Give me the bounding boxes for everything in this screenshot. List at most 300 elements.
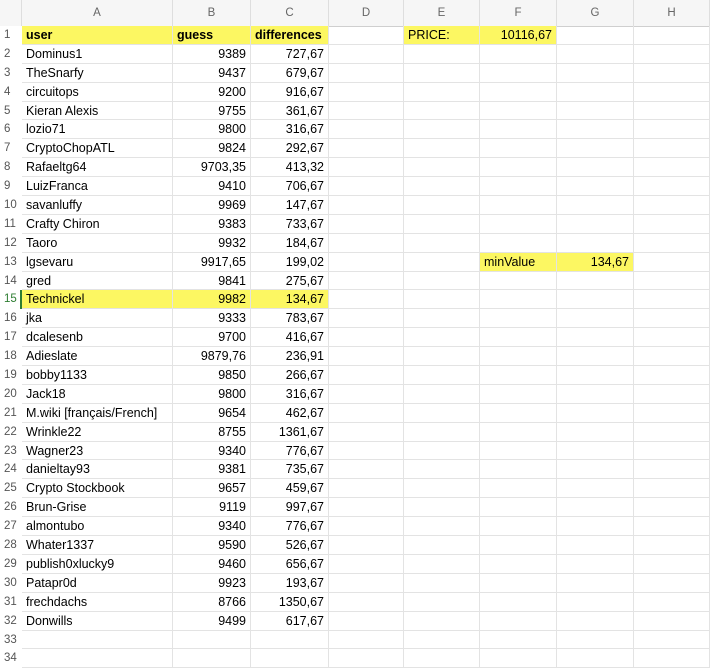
row-number[interactable]: 19 xyxy=(0,366,22,385)
cell-empty[interactable] xyxy=(404,404,480,423)
cell-empty[interactable] xyxy=(329,215,404,234)
cell-empty[interactable] xyxy=(480,309,557,328)
cell-empty[interactable] xyxy=(480,196,557,215)
cell-empty[interactable] xyxy=(404,555,480,574)
cell-difference[interactable]: 727,67 xyxy=(251,45,329,64)
row-number[interactable]: 3 xyxy=(0,64,22,83)
cell-difference[interactable]: 617,67 xyxy=(251,612,329,631)
cell-empty[interactable] xyxy=(404,290,480,309)
cell-user[interactable]: jka xyxy=(22,309,173,328)
cell-empty[interactable] xyxy=(557,215,634,234)
cell-empty[interactable] xyxy=(557,158,634,177)
cell-empty[interactable] xyxy=(404,102,480,121)
cell-empty[interactable] xyxy=(634,479,710,498)
cell-empty[interactable] xyxy=(404,196,480,215)
cell-difference[interactable]: 134,67 xyxy=(251,290,329,309)
cell-empty[interactable] xyxy=(480,120,557,139)
cell-empty[interactable] xyxy=(557,460,634,479)
cell-empty[interactable] xyxy=(480,479,557,498)
cell-empty[interactable] xyxy=(557,83,634,102)
cell-min-label[interactable]: minValue xyxy=(480,253,557,272)
cell-empty[interactable] xyxy=(404,649,480,668)
cell-empty[interactable] xyxy=(329,517,404,536)
cell-empty[interactable] xyxy=(480,555,557,574)
cell-empty[interactable] xyxy=(557,45,634,64)
cell-empty[interactable] xyxy=(404,309,480,328)
cell-user[interactable]: danieltay93 xyxy=(22,460,173,479)
cell-empty[interactable] xyxy=(404,442,480,461)
cell-difference[interactable]: 462,67 xyxy=(251,404,329,423)
row-number[interactable]: 15 xyxy=(0,290,22,309)
cell-empty[interactable] xyxy=(634,460,710,479)
cell-empty[interactable] xyxy=(173,649,251,668)
cell-guess[interactable]: 9982 xyxy=(173,290,251,309)
cell-empty[interactable] xyxy=(480,574,557,593)
row-number[interactable]: 26 xyxy=(0,498,22,517)
column-header-e[interactable]: E xyxy=(404,0,480,26)
cell-empty[interactable] xyxy=(557,498,634,517)
cell-difference[interactable]: 184,67 xyxy=(251,234,329,253)
cell-empty[interactable] xyxy=(557,423,634,442)
cell-empty[interactable] xyxy=(480,139,557,158)
column-header-c[interactable]: C xyxy=(251,0,329,26)
cell-guess[interactable]: 9119 xyxy=(173,498,251,517)
cell-guess[interactable]: 9969 xyxy=(173,196,251,215)
cell-empty[interactable] xyxy=(480,158,557,177)
cell-empty[interactable] xyxy=(634,574,710,593)
cell-difference[interactable]: 413,32 xyxy=(251,158,329,177)
cell-empty[interactable] xyxy=(634,272,710,291)
cell-guess[interactable]: 9437 xyxy=(173,64,251,83)
cell-difference[interactable]: 459,67 xyxy=(251,479,329,498)
row-number[interactable]: 14 xyxy=(0,272,22,291)
cell-empty[interactable] xyxy=(404,234,480,253)
cell-guess[interactable]: 8766 xyxy=(173,593,251,612)
cell-empty[interactable] xyxy=(329,64,404,83)
cell-empty[interactable] xyxy=(634,196,710,215)
cell-empty[interactable] xyxy=(557,64,634,83)
cell-differences-header[interactable]: differences xyxy=(251,26,329,45)
cell-guess[interactable]: 9879,76 xyxy=(173,347,251,366)
cell-empty[interactable] xyxy=(480,83,557,102)
cell-user[interactable]: Taoro xyxy=(22,234,173,253)
cell-price-value[interactable]: 10116,67 xyxy=(480,26,557,45)
row-number[interactable]: 10 xyxy=(0,196,22,215)
cell-user[interactable]: LuizFranca xyxy=(22,177,173,196)
cell-empty[interactable] xyxy=(634,612,710,631)
cell-empty[interactable] xyxy=(329,366,404,385)
cell-empty[interactable] xyxy=(404,498,480,517)
cell-guess[interactable]: 9700 xyxy=(173,328,251,347)
cell-empty[interactable] xyxy=(634,290,710,309)
cell-difference[interactable]: 275,67 xyxy=(251,272,329,291)
cell-guess[interactable]: 9389 xyxy=(173,45,251,64)
cell-empty[interactable] xyxy=(404,479,480,498)
cell-user[interactable]: dcalesenb xyxy=(22,328,173,347)
row-number[interactable]: 5 xyxy=(0,102,22,121)
cell-empty[interactable] xyxy=(480,593,557,612)
cell-guess[interactable]: 9381 xyxy=(173,460,251,479)
cell-empty[interactable] xyxy=(480,385,557,404)
cell-empty[interactable] xyxy=(329,158,404,177)
column-header-f[interactable]: F xyxy=(480,0,557,26)
cell-guess[interactable]: 9340 xyxy=(173,517,251,536)
cell-empty[interactable] xyxy=(329,649,404,668)
cell-empty[interactable] xyxy=(557,120,634,139)
cell-empty[interactable] xyxy=(557,139,634,158)
cell-empty[interactable] xyxy=(404,45,480,64)
cell-difference[interactable]: 236,91 xyxy=(251,347,329,366)
cell-empty[interactable] xyxy=(251,631,329,650)
cell-empty[interactable] xyxy=(251,649,329,668)
cell-user[interactable]: Wagner23 xyxy=(22,442,173,461)
cell-empty[interactable] xyxy=(557,649,634,668)
row-number[interactable]: 25 xyxy=(0,479,22,498)
cell-empty[interactable] xyxy=(634,517,710,536)
cell-empty[interactable] xyxy=(480,215,557,234)
cell-empty[interactable] xyxy=(329,498,404,517)
cell-empty[interactable] xyxy=(557,272,634,291)
cell-difference[interactable]: 783,67 xyxy=(251,309,329,328)
cell-difference[interactable]: 316,67 xyxy=(251,120,329,139)
row-number[interactable]: 20 xyxy=(0,385,22,404)
cell-empty[interactable] xyxy=(634,649,710,668)
cell-empty[interactable] xyxy=(634,215,710,234)
row-number[interactable]: 30 xyxy=(0,574,22,593)
cell-difference[interactable]: 1361,67 xyxy=(251,423,329,442)
cell-empty[interactable] xyxy=(557,442,634,461)
row-number[interactable]: 16 xyxy=(0,309,22,328)
cell-empty[interactable] xyxy=(404,593,480,612)
row-number[interactable]: 24 xyxy=(0,460,22,479)
cell-user[interactable]: Patapr0d xyxy=(22,574,173,593)
cell-empty[interactable] xyxy=(634,102,710,121)
cell-empty[interactable] xyxy=(634,536,710,555)
column-header-a[interactable]: A xyxy=(22,0,173,26)
cell-user[interactable]: circuitops xyxy=(22,83,173,102)
cell-empty[interactable] xyxy=(329,631,404,650)
cell-empty[interactable] xyxy=(480,347,557,366)
row-number[interactable]: 28 xyxy=(0,536,22,555)
row-number[interactable]: 18 xyxy=(0,347,22,366)
cell-user[interactable]: Rafaeltg64 xyxy=(22,158,173,177)
row-number[interactable]: 13 xyxy=(0,253,22,272)
cell-empty[interactable] xyxy=(480,177,557,196)
cell-guess[interactable]: 9800 xyxy=(173,120,251,139)
cell-empty[interactable] xyxy=(480,536,557,555)
row-number[interactable]: 8 xyxy=(0,158,22,177)
row-number[interactable]: 2 xyxy=(0,45,22,64)
cell-user[interactable]: M.wiki [français/French] xyxy=(22,404,173,423)
cell-user[interactable]: Donwills xyxy=(22,612,173,631)
cell-empty[interactable] xyxy=(557,479,634,498)
row-number[interactable]: 9 xyxy=(0,177,22,196)
cell-empty[interactable] xyxy=(404,517,480,536)
cell-empty[interactable] xyxy=(404,215,480,234)
row-number[interactable]: 33 xyxy=(0,631,22,650)
cell-user[interactable]: Adieslate xyxy=(22,347,173,366)
cell-user[interactable]: lozio71 xyxy=(22,120,173,139)
cell-empty[interactable] xyxy=(329,442,404,461)
cell-empty[interactable] xyxy=(480,423,557,442)
cell-empty[interactable] xyxy=(557,404,634,423)
cell-user[interactable]: Brun-Grise xyxy=(22,498,173,517)
cell-empty[interactable] xyxy=(404,253,480,272)
cell-empty[interactable] xyxy=(634,309,710,328)
cell-empty[interactable] xyxy=(557,177,634,196)
cell-empty[interactable] xyxy=(329,253,404,272)
cell-empty[interactable] xyxy=(404,139,480,158)
cell-empty[interactable] xyxy=(557,574,634,593)
cell-empty[interactable] xyxy=(404,574,480,593)
cell-empty[interactable] xyxy=(557,234,634,253)
cell-empty[interactable] xyxy=(404,64,480,83)
row-number[interactable]: 31 xyxy=(0,593,22,612)
cell-empty[interactable] xyxy=(480,631,557,650)
cell-empty[interactable] xyxy=(634,64,710,83)
cell-guess-header[interactable]: guess xyxy=(173,26,251,45)
cell-user-header[interactable]: user xyxy=(22,26,173,45)
cell-empty[interactable] xyxy=(329,290,404,309)
cell-user[interactable]: almontubo xyxy=(22,517,173,536)
cell-empty[interactable] xyxy=(480,498,557,517)
cell-user[interactable]: Crafty Chiron xyxy=(22,215,173,234)
cell-guess[interactable]: 9850 xyxy=(173,366,251,385)
cell-empty[interactable] xyxy=(480,234,557,253)
cell-empty[interactable] xyxy=(404,631,480,650)
cell-empty[interactable] xyxy=(404,423,480,442)
row-number[interactable]: 29 xyxy=(0,555,22,574)
cell-empty[interactable] xyxy=(22,631,173,650)
cell-guess[interactable]: 9383 xyxy=(173,215,251,234)
cell-difference[interactable]: 193,67 xyxy=(251,574,329,593)
cell-empty[interactable] xyxy=(634,498,710,517)
cell-empty[interactable] xyxy=(480,612,557,631)
row-number[interactable]: 32 xyxy=(0,612,22,631)
cell-user[interactable]: publish0xlucky9 xyxy=(22,555,173,574)
cell-empty[interactable] xyxy=(404,460,480,479)
cell-difference[interactable]: 526,67 xyxy=(251,536,329,555)
cell-empty[interactable] xyxy=(329,120,404,139)
cell-empty[interactable] xyxy=(480,328,557,347)
cell-empty[interactable] xyxy=(329,423,404,442)
cell-user[interactable]: lgsevaru xyxy=(22,253,173,272)
cell-empty[interactable] xyxy=(557,309,634,328)
cell-empty[interactable] xyxy=(634,385,710,404)
cell-empty[interactable] xyxy=(634,139,710,158)
cell-empty[interactable] xyxy=(634,234,710,253)
cell-empty[interactable] xyxy=(557,593,634,612)
row-number[interactable]: 22 xyxy=(0,423,22,442)
cell-empty[interactable] xyxy=(634,347,710,366)
cell-empty[interactable] xyxy=(404,328,480,347)
cell-difference[interactable]: 733,67 xyxy=(251,215,329,234)
cell-empty[interactable] xyxy=(329,479,404,498)
cell-empty[interactable] xyxy=(173,631,251,650)
cell-empty[interactable] xyxy=(634,120,710,139)
cell-user[interactable]: Dominus1 xyxy=(22,45,173,64)
row-number[interactable]: 4 xyxy=(0,83,22,102)
cell-guess[interactable]: 9333 xyxy=(173,309,251,328)
cell-empty[interactable] xyxy=(557,26,634,45)
cell-empty[interactable] xyxy=(634,26,710,45)
cell-empty[interactable] xyxy=(480,64,557,83)
cell-empty[interactable] xyxy=(480,102,557,121)
cell-empty[interactable] xyxy=(329,555,404,574)
cell-empty[interactable] xyxy=(480,517,557,536)
cell-difference[interactable]: 916,67 xyxy=(251,83,329,102)
cell-empty[interactable] xyxy=(329,574,404,593)
cell-empty[interactable] xyxy=(557,102,634,121)
cell-empty[interactable] xyxy=(404,272,480,291)
cell-empty[interactable] xyxy=(634,45,710,64)
cell-guess[interactable]: 9200 xyxy=(173,83,251,102)
cell-difference[interactable]: 266,67 xyxy=(251,366,329,385)
cell-guess[interactable]: 9499 xyxy=(173,612,251,631)
cell-empty[interactable] xyxy=(480,404,557,423)
cell-empty[interactable] xyxy=(557,612,634,631)
cell-user[interactable]: bobby1133 xyxy=(22,366,173,385)
cell-guess[interactable]: 9841 xyxy=(173,272,251,291)
cell-empty[interactable] xyxy=(557,517,634,536)
cell-empty[interactable] xyxy=(634,366,710,385)
cell-empty[interactable] xyxy=(329,272,404,291)
cell-empty[interactable] xyxy=(329,45,404,64)
cell-user[interactable]: Whater1337 xyxy=(22,536,173,555)
cell-empty[interactable] xyxy=(329,593,404,612)
row-number[interactable]: 7 xyxy=(0,139,22,158)
cell-empty[interactable] xyxy=(404,120,480,139)
cell-empty[interactable] xyxy=(557,631,634,650)
cell-empty[interactable] xyxy=(634,83,710,102)
cell-difference[interactable]: 997,67 xyxy=(251,498,329,517)
cell-empty[interactable] xyxy=(404,612,480,631)
cell-guess[interactable]: 9824 xyxy=(173,139,251,158)
cell-difference[interactable]: 1350,67 xyxy=(251,593,329,612)
cell-difference[interactable]: 776,67 xyxy=(251,517,329,536)
cell-empty[interactable] xyxy=(557,555,634,574)
cell-empty[interactable] xyxy=(329,102,404,121)
cell-user[interactable]: TheSnarfy xyxy=(22,64,173,83)
cell-empty[interactable] xyxy=(329,385,404,404)
cell-guess[interactable]: 9917,65 xyxy=(173,253,251,272)
cell-empty[interactable] xyxy=(557,290,634,309)
cell-guess[interactable]: 9755 xyxy=(173,102,251,121)
cell-empty[interactable] xyxy=(329,309,404,328)
cell-user[interactable]: Wrinkle22 xyxy=(22,423,173,442)
cell-empty[interactable] xyxy=(329,139,404,158)
row-number[interactable]: 17 xyxy=(0,328,22,347)
cell-empty[interactable] xyxy=(480,460,557,479)
cell-guess[interactable]: 9657 xyxy=(173,479,251,498)
cell-user[interactable]: Jack18 xyxy=(22,385,173,404)
cell-empty[interactable] xyxy=(329,83,404,102)
row-number[interactable]: 21 xyxy=(0,404,22,423)
cell-empty[interactable] xyxy=(329,536,404,555)
row-number[interactable]: 1 xyxy=(0,26,22,45)
cell-difference[interactable]: 706,67 xyxy=(251,177,329,196)
cell-empty[interactable] xyxy=(557,385,634,404)
cell-empty[interactable] xyxy=(634,253,710,272)
cell-empty[interactable] xyxy=(22,649,173,668)
cell-difference[interactable]: 316,67 xyxy=(251,385,329,404)
cell-empty[interactable] xyxy=(329,26,404,45)
cell-user[interactable]: frechdachs xyxy=(22,593,173,612)
cell-empty[interactable] xyxy=(329,196,404,215)
cell-empty[interactable] xyxy=(634,158,710,177)
cell-empty[interactable] xyxy=(329,177,404,196)
row-number[interactable]: 11 xyxy=(0,215,22,234)
cell-empty[interactable] xyxy=(557,328,634,347)
cell-empty[interactable] xyxy=(557,347,634,366)
cell-difference[interactable]: 656,67 xyxy=(251,555,329,574)
cell-empty[interactable] xyxy=(634,631,710,650)
row-number[interactable]: 34 xyxy=(0,649,22,668)
cell-difference[interactable]: 416,67 xyxy=(251,328,329,347)
cell-empty[interactable] xyxy=(634,404,710,423)
cell-price-label[interactable]: PRICE: xyxy=(404,26,480,45)
row-number[interactable]: 12 xyxy=(0,234,22,253)
cell-empty[interactable] xyxy=(480,272,557,291)
cell-empty[interactable] xyxy=(404,366,480,385)
cell-difference[interactable]: 776,67 xyxy=(251,442,329,461)
column-header-g[interactable]: G xyxy=(557,0,634,26)
column-header-d[interactable]: D xyxy=(329,0,404,26)
cell-empty[interactable] xyxy=(404,536,480,555)
cell-guess[interactable]: 9654 xyxy=(173,404,251,423)
cell-empty[interactable] xyxy=(404,158,480,177)
cell-empty[interactable] xyxy=(404,385,480,404)
cell-empty[interactable] xyxy=(329,234,404,253)
cell-difference[interactable]: 147,67 xyxy=(251,196,329,215)
cell-difference[interactable]: 679,67 xyxy=(251,64,329,83)
row-number[interactable]: 27 xyxy=(0,517,22,536)
cell-guess[interactable]: 9932 xyxy=(173,234,251,253)
cell-user[interactable]: savanluffy xyxy=(22,196,173,215)
cell-user[interactable]: Kieran Alexis xyxy=(22,102,173,121)
cell-guess[interactable]: 9340 xyxy=(173,442,251,461)
cell-empty[interactable] xyxy=(329,460,404,479)
cell-user[interactable]: Crypto Stockbook xyxy=(22,479,173,498)
cell-empty[interactable] xyxy=(329,404,404,423)
cell-user[interactable]: Technickel xyxy=(22,290,173,309)
cell-empty[interactable] xyxy=(634,423,710,442)
cell-empty[interactable] xyxy=(634,442,710,461)
cell-empty[interactable] xyxy=(404,177,480,196)
cell-empty[interactable] xyxy=(480,290,557,309)
cell-empty[interactable] xyxy=(557,366,634,385)
cell-empty[interactable] xyxy=(634,555,710,574)
cell-empty[interactable] xyxy=(634,593,710,612)
cell-empty[interactable] xyxy=(404,83,480,102)
row-number[interactable]: 23 xyxy=(0,442,22,461)
cell-guess[interactable]: 9923 xyxy=(173,574,251,593)
cell-empty[interactable] xyxy=(634,177,710,196)
cell-empty[interactable] xyxy=(404,347,480,366)
cell-min-value[interactable]: 134,67 xyxy=(557,253,634,272)
row-number[interactable]: 6 xyxy=(0,120,22,139)
cell-guess[interactable]: 9800 xyxy=(173,385,251,404)
cell-difference[interactable]: 199,02 xyxy=(251,253,329,272)
cell-guess[interactable]: 8755 xyxy=(173,423,251,442)
cell-empty[interactable] xyxy=(329,347,404,366)
cell-empty[interactable] xyxy=(480,366,557,385)
cell-difference[interactable]: 292,67 xyxy=(251,139,329,158)
column-header-b[interactable]: B xyxy=(173,0,251,26)
cell-difference[interactable]: 361,67 xyxy=(251,102,329,121)
cell-empty[interactable] xyxy=(329,328,404,347)
cell-empty[interactable] xyxy=(557,536,634,555)
